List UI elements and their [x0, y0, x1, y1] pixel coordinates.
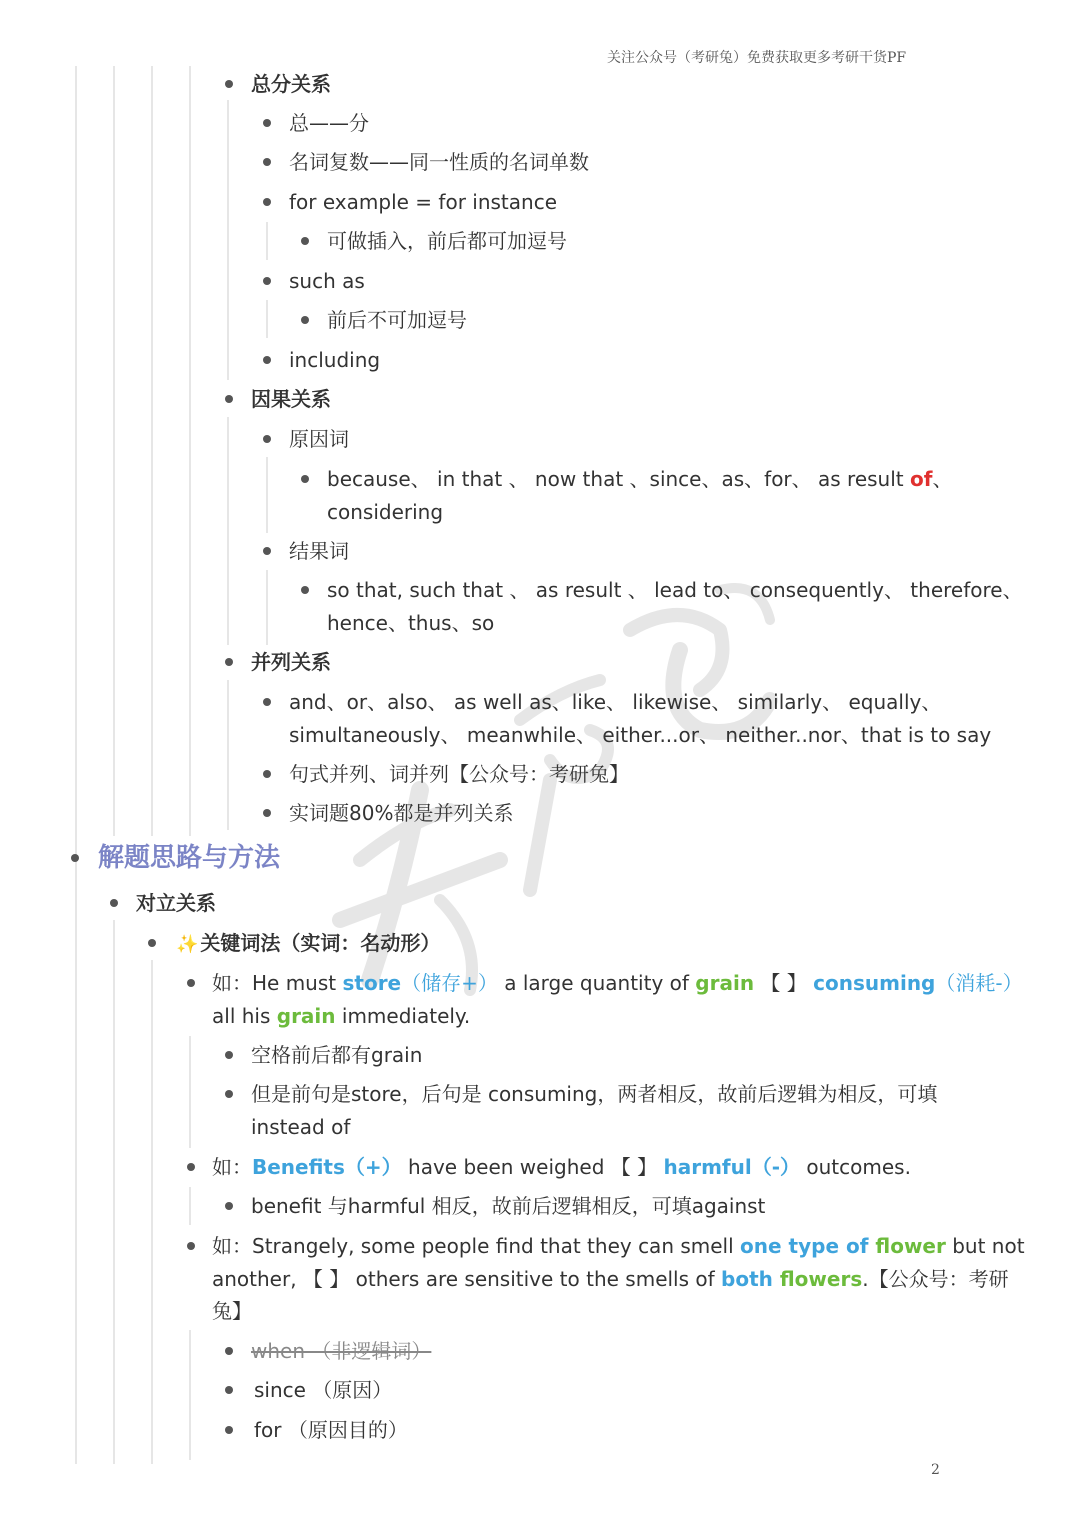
cause-words-text: 、	[932, 467, 953, 491]
bullet	[110, 899, 118, 907]
heading-yinguo: 因果关系	[251, 387, 331, 411]
indent-guide	[227, 417, 229, 645]
keyword-both: both	[721, 1267, 780, 1291]
keyword-consuming: consuming	[813, 971, 936, 995]
example-prefix: 如：	[212, 1155, 252, 1179]
page-number: 2	[931, 1462, 940, 1478]
bullet	[301, 237, 309, 245]
cause-words-line1	[327, 463, 952, 495]
example-text: all his	[212, 1004, 277, 1028]
indent-guide	[266, 222, 268, 260]
example-text: a large quantity of	[497, 971, 696, 995]
bullet	[225, 658, 233, 666]
example-text: immediately.	[335, 1004, 471, 1028]
list-item: 前后不可加逗号	[327, 308, 467, 332]
parallel-words-line2: simultaneously、 meanwhile、 either...or、 neither..nor、that is to say	[289, 723, 992, 747]
result-words-line1: so that, such that 、 as result 、 lead to、 consequently、 therefore、	[327, 578, 1023, 602]
list-item: 名词复数——同一性质的名词单数	[289, 150, 589, 174]
highlight-of: of	[910, 467, 933, 491]
indent-guide	[266, 570, 268, 645]
example3-line3: 兔】	[212, 1299, 252, 1323]
indent-guide	[189, 1187, 191, 1225]
example-text: outcomes.	[800, 1155, 911, 1179]
bullet	[225, 1347, 233, 1355]
list-item: 实词题80%都是并列关系	[289, 801, 514, 825]
option-since: since （原因）	[254, 1378, 393, 1402]
page-header: 关注公众号（考研兔）免费获取更多考研干货PF	[607, 50, 907, 66]
bullet	[301, 475, 309, 483]
list-item: 可做插入，前后都可加逗号	[327, 229, 567, 253]
heading-keyword-method	[176, 927, 440, 961]
example-text: but not	[945, 1234, 1025, 1258]
bullet	[263, 698, 271, 706]
bullet	[225, 1386, 233, 1394]
indent-guide	[189, 1036, 191, 1148]
keyword-benefits: Benefits（+）	[252, 1155, 402, 1179]
result-words-line2: hence、thus、so	[327, 611, 495, 635]
keyword-harmful: harmful（-）	[663, 1155, 801, 1179]
bullet	[71, 854, 79, 862]
bullet	[225, 1090, 233, 1098]
bullet	[301, 586, 309, 594]
indent-guide	[266, 300, 268, 338]
sparkle-icon: ✨	[176, 934, 199, 955]
example-text: have been weighed 【 】	[401, 1155, 664, 1179]
example-text: Strangely, some people find that they can smell	[252, 1234, 741, 1258]
keyword-one-type: one type of	[740, 1234, 876, 1258]
list-item: 结果词	[289, 539, 349, 563]
example-prefix: 如：	[212, 971, 252, 995]
example3-line2	[212, 1263, 1009, 1295]
indent-guide	[227, 100, 229, 380]
bullet	[225, 1051, 233, 1059]
keyword-method-label: 关键词法（实词：名动形）	[200, 931, 441, 955]
heading-zongfen: 总分关系	[251, 72, 331, 96]
section-title: 解题思路与方法	[98, 843, 281, 873]
bullet	[263, 119, 271, 127]
bullet	[225, 80, 233, 88]
indent-guide	[151, 66, 153, 836]
bullet	[301, 316, 309, 324]
answer-blank: 【 】	[754, 971, 814, 995]
indent-guide	[113, 66, 115, 836]
indent-guide	[75, 66, 77, 1464]
list-item: including	[289, 348, 381, 372]
bullet	[263, 356, 271, 364]
example1-line1	[212, 967, 1023, 999]
cause-words-text: because、 in that 、 now that 、since、as、for、 as result	[327, 467, 910, 491]
bullet	[263, 277, 271, 285]
bullet	[263, 809, 271, 817]
keyword-flower: flower	[875, 1234, 946, 1258]
indent-guide	[113, 920, 115, 1464]
list-item: 但是前句是store，后句是 consuming，两者相反，故前后逻辑为相反，可填	[251, 1082, 938, 1106]
bullet	[263, 435, 271, 443]
bullet	[225, 1202, 233, 1210]
bullet	[225, 1426, 233, 1434]
indent-guide	[189, 1330, 191, 1460]
list-item: 原因词	[289, 427, 349, 451]
cause-words-line2: considering	[327, 500, 444, 524]
example2-line	[212, 1151, 911, 1183]
indent-guide	[266, 457, 268, 533]
indent-guide	[227, 680, 229, 830]
example-text: another, 【 】 others are sensitive to the smells of	[212, 1267, 722, 1291]
example-text: .【公众号：考研	[862, 1267, 1009, 1291]
keyword-grain: grain	[276, 1004, 336, 1028]
list-item: 总——分	[289, 111, 369, 135]
heading-binglie: 并列关系	[251, 650, 331, 674]
bullet	[263, 158, 271, 166]
list-item: benefit 与harmful 相反，故前后逻辑相反，可填against	[251, 1194, 766, 1218]
list-item-continuation: instead of	[251, 1115, 351, 1139]
example1-line2	[212, 1000, 470, 1032]
keyword-store-note: （储存+）	[401, 971, 498, 995]
indent-guide	[151, 960, 153, 1464]
list-item: for example = for instance	[289, 190, 557, 214]
keyword-store: store	[342, 971, 402, 995]
bullet	[187, 1242, 195, 1250]
bullet	[187, 979, 195, 987]
bullet	[148, 939, 156, 947]
example3-line1	[212, 1230, 1025, 1262]
heading-duili: 对立关系	[136, 891, 216, 915]
bullet	[263, 547, 271, 555]
keyword-flowers: flowers	[779, 1267, 863, 1291]
list-item: such as	[289, 269, 365, 293]
example-text: He must	[252, 971, 343, 995]
bullet	[263, 198, 271, 206]
list-item: 空格前后都有grain	[251, 1043, 423, 1067]
indent-guide	[189, 66, 191, 836]
keyword-consuming-note: （消耗-）	[935, 971, 1023, 995]
option-for: for （原因目的）	[254, 1418, 408, 1442]
bullet	[187, 1163, 195, 1171]
keyword-grain: grain	[695, 971, 755, 995]
bullet	[225, 395, 233, 403]
option-when-struck: when （非逻辑词）	[251, 1339, 432, 1363]
parallel-words-line1: and、or、also、 as well as、like、 likewise、 similarly、 equally、	[289, 690, 942, 714]
example-prefix: 如：	[212, 1234, 252, 1258]
list-item: 句式并列、词并列【公众号：考研兔】	[289, 762, 629, 786]
bullet	[263, 770, 271, 778]
